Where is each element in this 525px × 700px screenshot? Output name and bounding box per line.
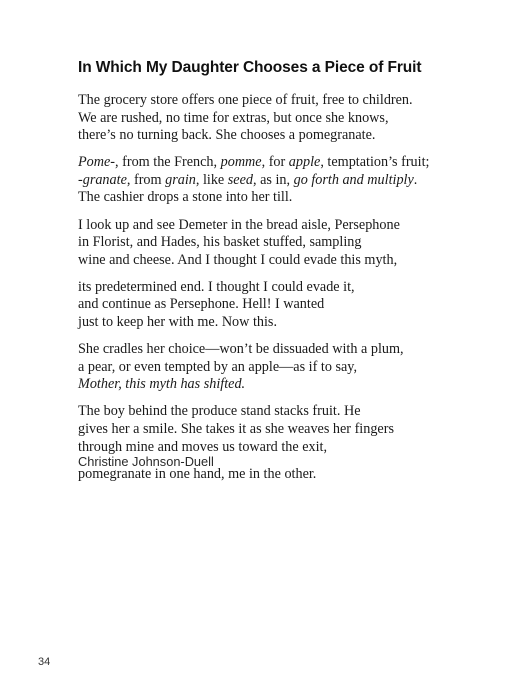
poem-line [78, 314, 498, 332]
poem-line [78, 172, 498, 190]
poem-line [78, 296, 498, 314]
stanza [78, 403, 498, 456]
page-number: 34 [38, 656, 51, 668]
italic-text: -granate [78, 171, 127, 188]
line-text: She cradles her choice—won’t be dissuaded with a plum, [78, 341, 404, 358]
poem-title: In Which My Daughter Chooses a Piece of Fruit [78, 59, 422, 76]
italic-text: seed [227, 171, 253, 188]
poem-line [78, 403, 498, 421]
poem-line [78, 234, 498, 252]
poem-line [78, 217, 498, 235]
line-text: through mine and moves us toward the exit, [78, 438, 328, 455]
line-text: The grocery store offers one piece of fruit, free to children. [78, 92, 413, 108]
line-text: We are rushed, no time for extras, but once she knows, [78, 109, 389, 126]
line-text: in Florist, and Hades, his basket stuffed, sampling [78, 234, 362, 251]
stanza [78, 341, 498, 394]
line-text: a pear, or even tempted by an apple—as if to say, [78, 358, 358, 375]
poem-line [78, 252, 498, 270]
line-text: , as in, [253, 171, 294, 188]
poem-author: Christine Johnson-Duell [78, 454, 214, 469]
line-text: wine and cheese. And I thought I could evade this myth, [78, 251, 398, 268]
italic-text: go forth and multiply [293, 171, 414, 188]
italic-text: grain [165, 171, 196, 188]
line-text: , temptation’s fruit; [320, 154, 430, 171]
poem-line [78, 279, 498, 297]
line-text: The boy behind the produce stand stacks fruit. He [78, 403, 361, 420]
line-text: , like [195, 171, 228, 188]
line-text: and continue as Persephone. Hell! I wanted [78, 296, 325, 313]
line-text: , from [126, 171, 166, 188]
stanza [78, 92, 498, 145]
line-text: pomegranate in one hand, me in the other. [78, 465, 317, 482]
poem-line [78, 341, 498, 359]
poem-line [78, 421, 498, 439]
poem-line [78, 110, 498, 128]
line-text: gives her a smile. She takes it as she weaves her fingers [78, 421, 394, 437]
poem-line [78, 154, 498, 172]
italic-text: Pome- [78, 154, 116, 171]
poem-line [78, 127, 498, 145]
poem-line [78, 359, 498, 377]
italic-text: Mother, this myth has shifted. [78, 376, 246, 393]
italic-text: pomme [220, 154, 262, 171]
stanza [78, 279, 498, 332]
poem-body [78, 92, 498, 493]
stanza [78, 154, 498, 207]
poem-line [78, 376, 498, 394]
poem-line [78, 92, 498, 110]
line-text: , from the French, [115, 154, 221, 171]
line-text: there’s no turning back. She chooses a pomegranate. [78, 127, 376, 144]
italic-text: apple [288, 154, 321, 171]
line-text: its predetermined end. I thought I could evade it, [78, 278, 355, 295]
line-text: I look up and see Demeter in the bread aisle, Persephone [78, 216, 400, 233]
poem-line [78, 189, 498, 207]
line-text: . [413, 171, 418, 188]
line-text: , for [261, 154, 289, 171]
line-text: The cashier drops a stone into her till. [78, 189, 293, 206]
line-text: just to keep her with me. Now this. [78, 314, 277, 331]
stanza [78, 217, 498, 270]
